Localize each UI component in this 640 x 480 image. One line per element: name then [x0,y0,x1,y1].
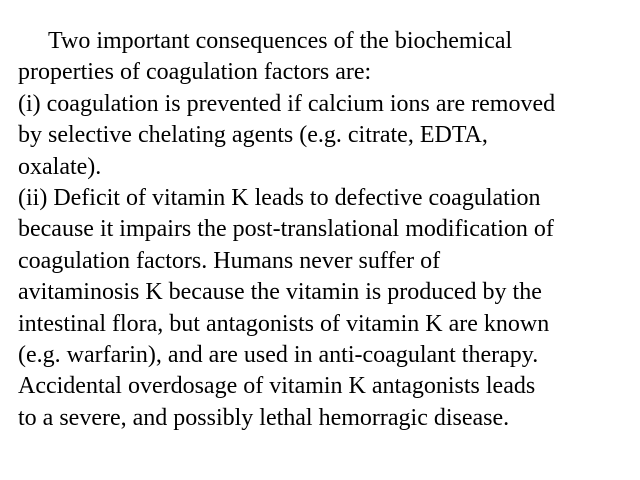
text-line: avitaminosis K because the vitamin is produced by the [18,279,542,306]
text-line: Two important consequences of the biochemical [48,28,513,54]
text-line: to a severe, and possibly lethal hemorragic disease. [18,404,510,431]
text-line: oxalate). [18,153,102,180]
text-line: by selective chelating agents (e.g. citrate, EDTA, [18,122,488,149]
text-line: (e.g. warfarin), and are used in anti-coagulant therapy. [18,342,539,369]
text-line: coagulation factors. Humans never suffer of [18,247,441,274]
document-body [18,26,628,434]
text-line: intestinal flora, but antagonists of vitamin K are known [18,310,550,337]
text-line: Accidental overdosage of vitamin K antagonists leads [18,373,536,400]
text-line: properties of coagulation factors are: [18,59,372,86]
text-line: (i) coagulation is prevented if calcium ions are removed [18,90,556,117]
text-line: because it impairs the post-translational modification of [18,216,554,243]
text-line: (ii) Deficit of vitamin K leads to defective coagulation [18,185,541,212]
